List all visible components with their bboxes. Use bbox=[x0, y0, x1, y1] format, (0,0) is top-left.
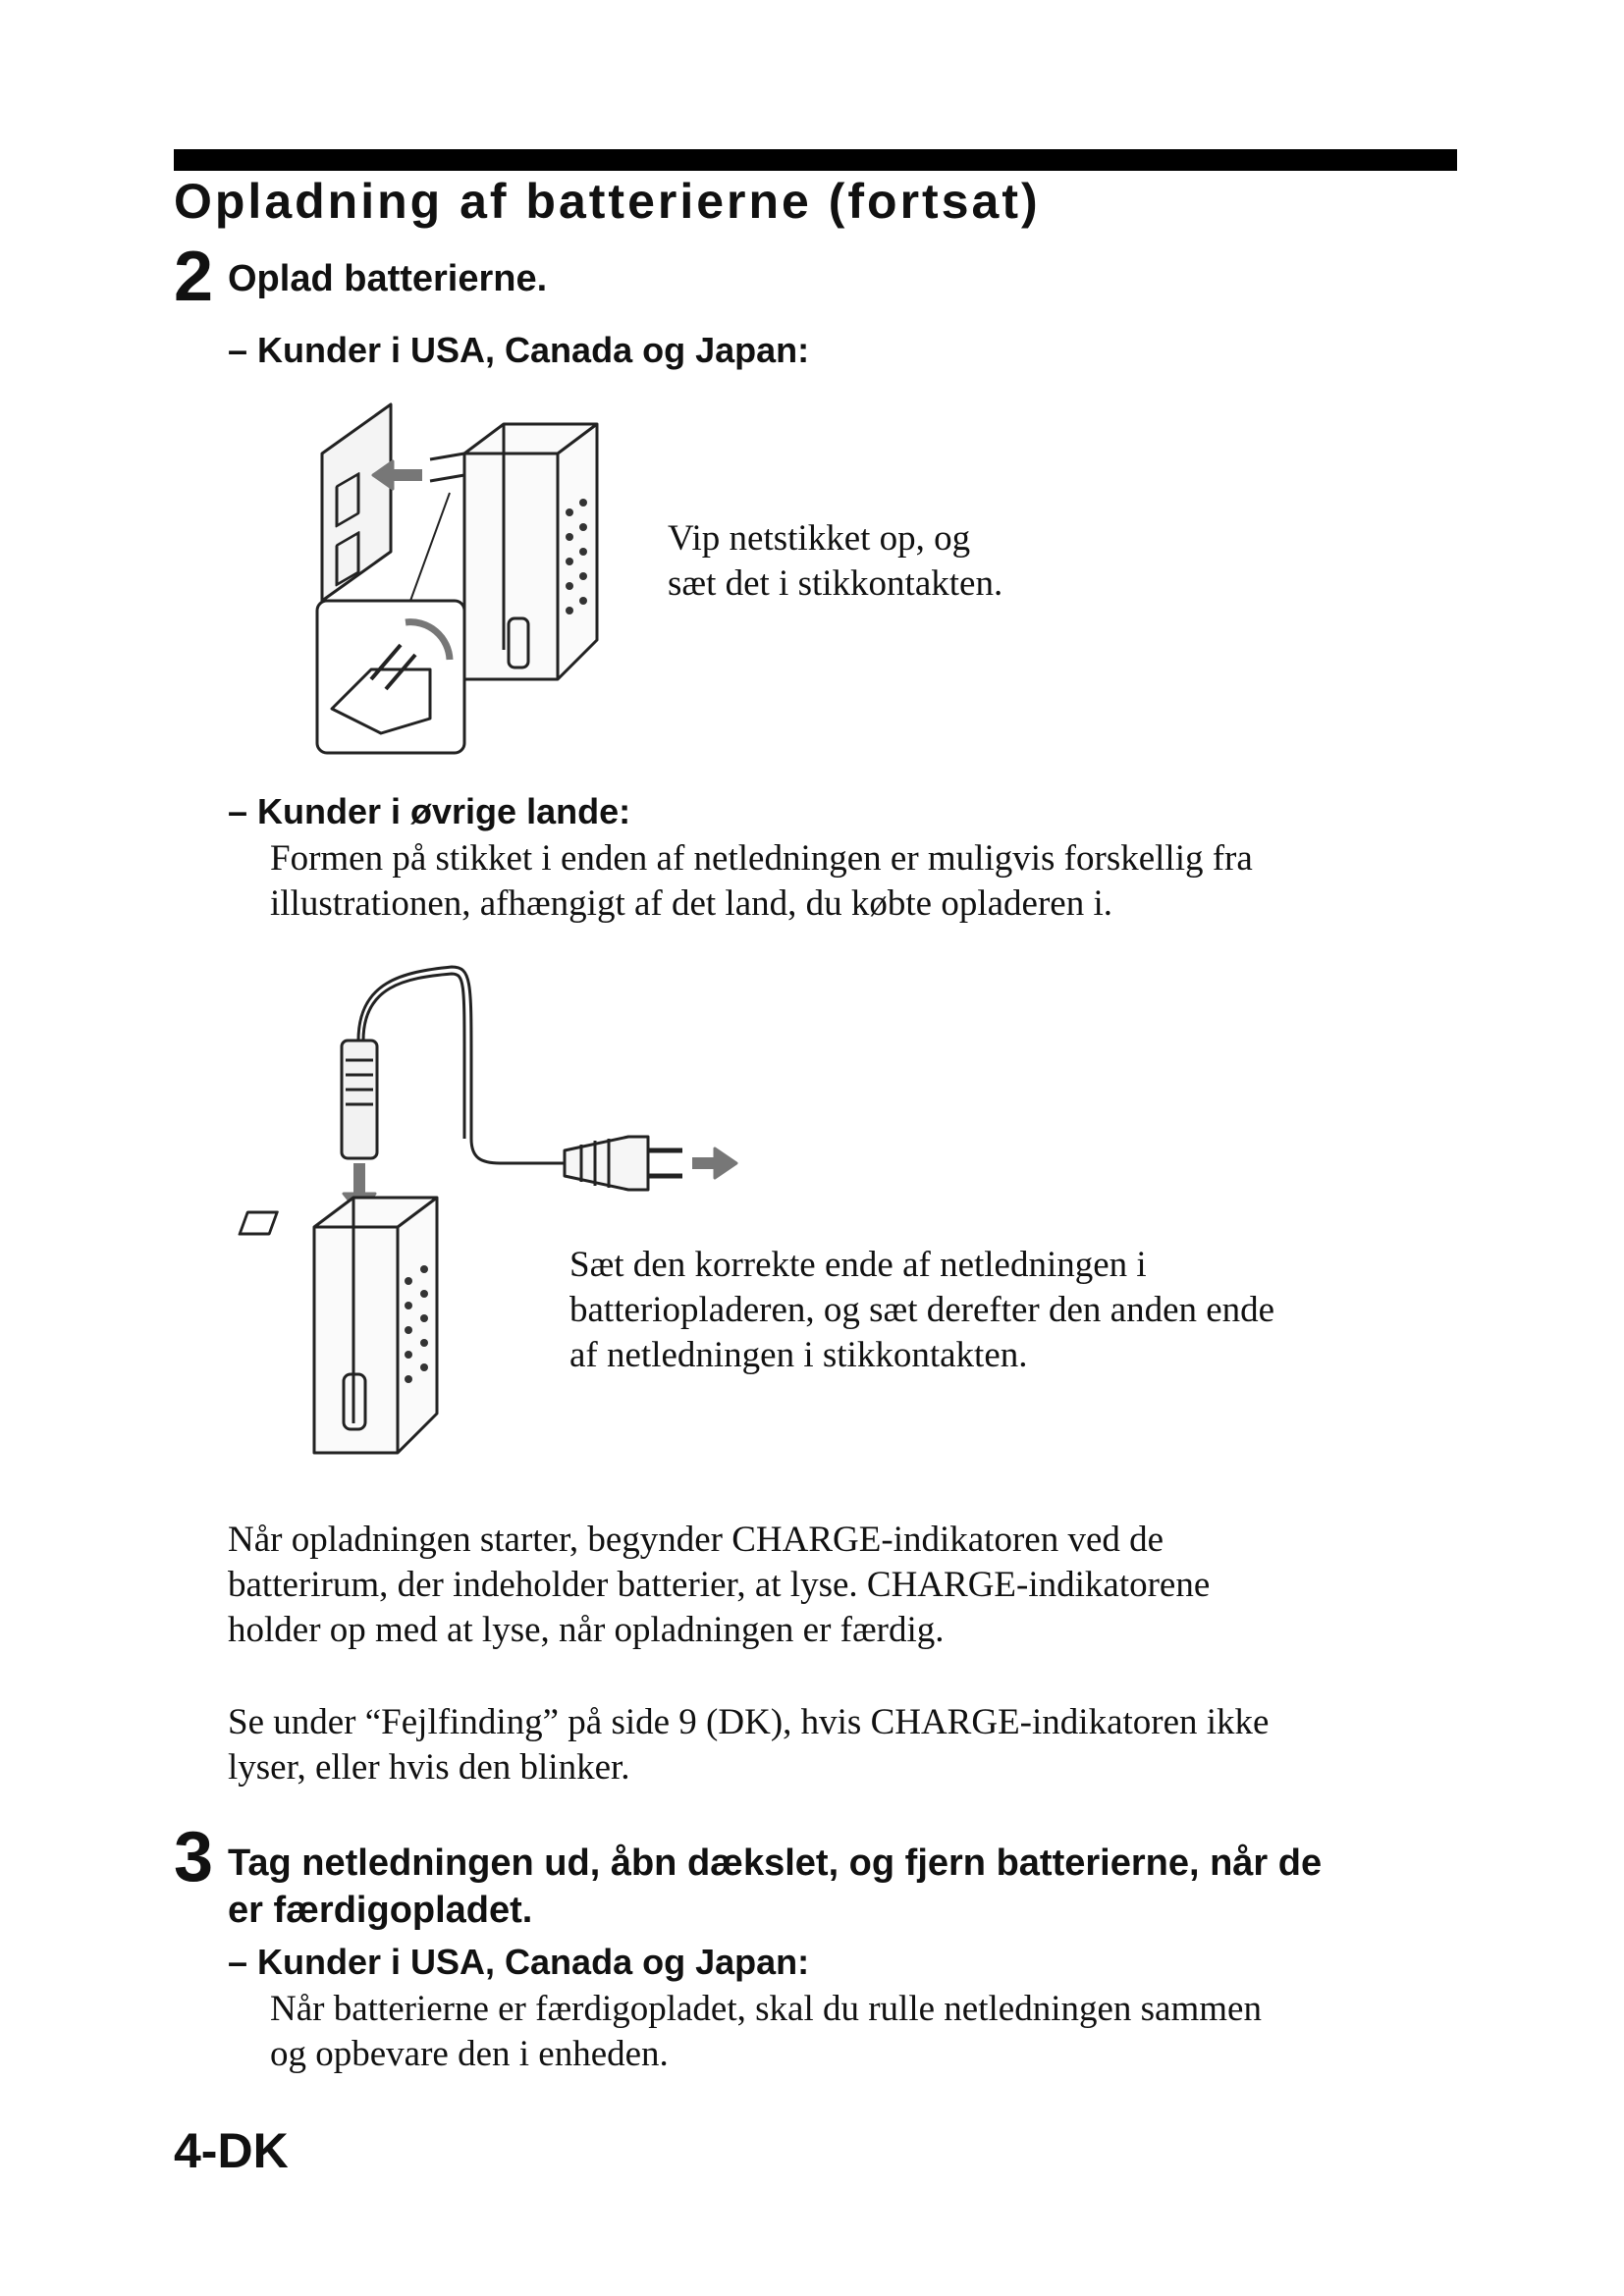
troubleshoot-paragraph bbox=[228, 1700, 1269, 1790]
step-3-usa-text bbox=[270, 1987, 1262, 2077]
usa-caption-line: Vip netstikket op, og bbox=[668, 518, 971, 559]
other-text-line: illustrationen, afhængigt af det land, du købte opladeren i. bbox=[270, 883, 1112, 924]
other-caption bbox=[569, 1243, 1274, 1378]
step-3-heading-line: er færdigopladet. bbox=[228, 1890, 533, 1931]
other-text-line: Formen på stikket i enden af netledningen er muligvis forskellig fra bbox=[270, 838, 1253, 879]
step-3-usa-label: – Kunder i USA, Canada og Japan: bbox=[228, 1942, 810, 1982]
step-3-heading bbox=[228, 1840, 1322, 1934]
paragraph-line: holder op med at lyse, når opladningen er færdig. bbox=[228, 1610, 945, 1650]
other-caption-line: Sæt den korrekte ende af netledningen i bbox=[569, 1245, 1147, 1285]
charging-paragraph bbox=[228, 1518, 1210, 1653]
paragraph-line: lyser, eller hvis den blinker. bbox=[228, 1747, 630, 1788]
step-3-heading-line: Tag netledningen ud, åbn dækslet, og fjern batterierne, når de bbox=[228, 1842, 1323, 1884]
usa-caption bbox=[668, 516, 1002, 607]
other-caption-line: af netledningen i stikkontakten. bbox=[569, 1335, 1028, 1375]
step-3-number: 3 bbox=[174, 1818, 214, 1896]
paragraph-line: Se under “Fejlfinding” på side 9 (DK), hvis CHARGE-indikatoren ikke bbox=[228, 1702, 1270, 1742]
paragraph-line: batterirum, der indeholder batterier, at lyse. CHARGE-indikatorene bbox=[228, 1565, 1211, 1605]
page-title: Opladning af batterierne (fortsat) bbox=[174, 174, 1041, 229]
other-caption-line: batteriopladeren, og sæt derefter den anden ende bbox=[569, 1290, 1275, 1330]
step-3-text-line: Når batterierne er færdigopladet, skal du rulle netledningen sammen bbox=[270, 1989, 1262, 2029]
step-3-text-line: og opbevare den i enheden. bbox=[270, 2034, 669, 2074]
plug-fold-illustration bbox=[312, 395, 607, 758]
ac-cord-illustration bbox=[304, 962, 766, 1472]
paragraph-line: Når opladningen starter, begynder CHARGE-indikatoren ved de bbox=[228, 1520, 1164, 1560]
other-countries-text bbox=[270, 836, 1253, 927]
step-2-heading: Oplad batterierne. bbox=[228, 258, 548, 299]
page-number: 4-DK bbox=[174, 2123, 289, 2178]
step-2-usa-label: – Kunder i USA, Canada og Japan: bbox=[228, 330, 810, 370]
step-2-number: 2 bbox=[174, 238, 214, 316]
section-rule bbox=[174, 149, 1457, 171]
step-2-other-label: – Kunder i øvrige lande: bbox=[228, 791, 631, 831]
usa-caption-line: sæt det i stikkontakten. bbox=[668, 563, 1003, 604]
